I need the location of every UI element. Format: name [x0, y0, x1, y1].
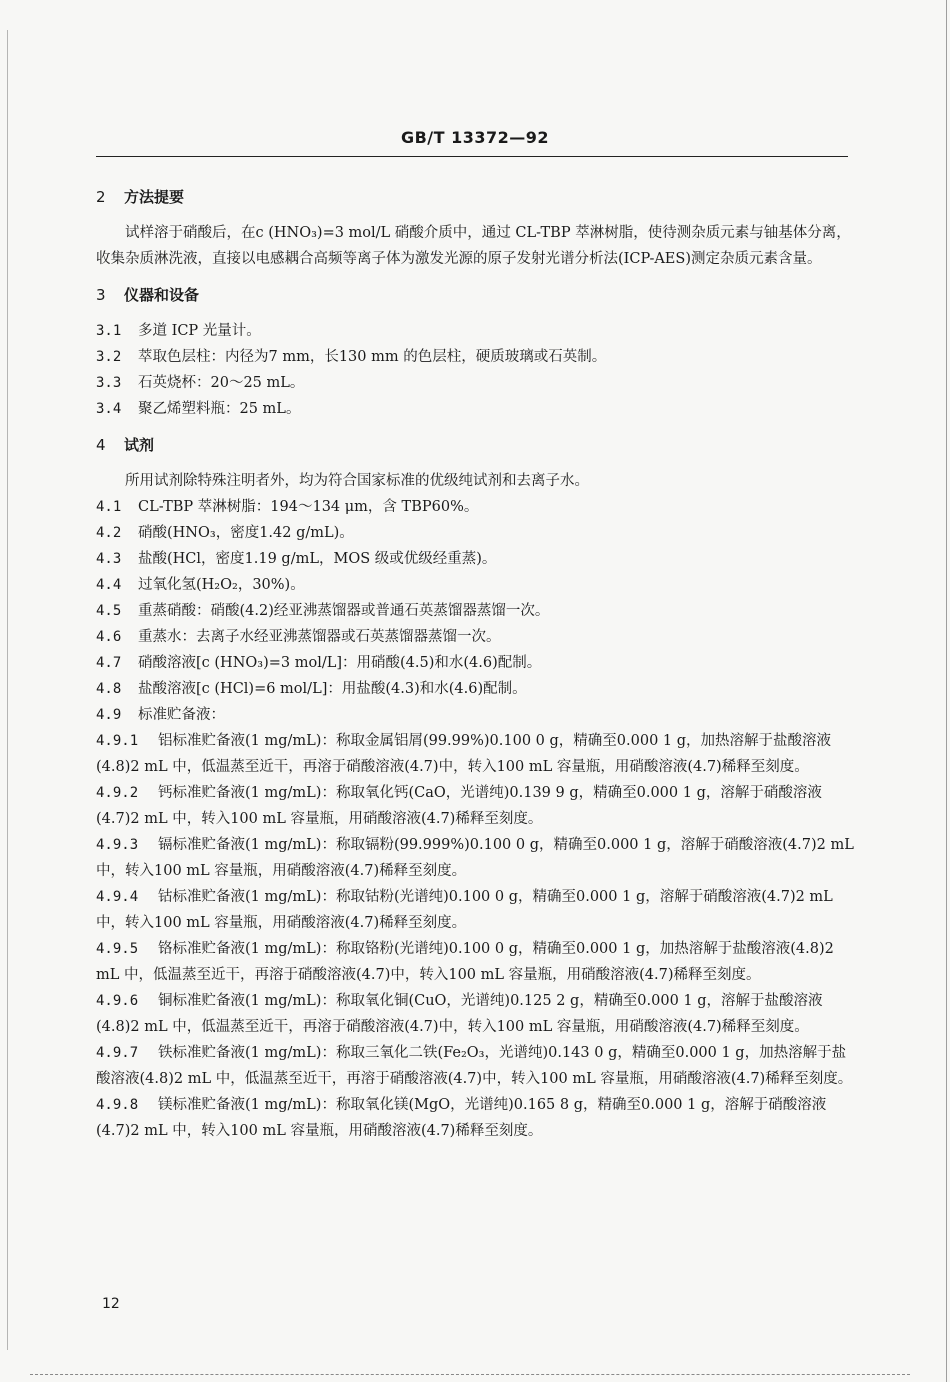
list-item: [96, 624, 858, 650]
item-number: 3.1: [96, 323, 122, 339]
section-4-heading: [96, 428, 858, 462]
item-text: 石英烧杯：20～25 mL。: [138, 375, 305, 391]
section-number: 4: [96, 436, 106, 454]
item-number: 4.9.8: [96, 1097, 139, 1113]
item-number: 4.3: [96, 551, 122, 567]
item-text: 铝标准贮备液(1 mg/mL)：称取金属铝屑(99.99%)0.100 0 g，精确至0.000 1 g，加热溶解于盐酸溶液(4.8)2 mL 中，低温蒸至近干，再溶于硝酸溶液(4.7)中，转入100 mL 容量瓶，用硝酸溶液(4.7)稀释至刻度。: [96, 733, 832, 775]
item-number: 4.4: [96, 577, 122, 593]
list-item: [96, 396, 858, 422]
item-number: 4.8: [96, 681, 122, 697]
list-item: [96, 936, 858, 988]
item-number: 4.1: [96, 499, 122, 515]
item-number: 4.5: [96, 603, 122, 619]
page-number: 12: [102, 1296, 120, 1312]
list-item: [96, 344, 858, 370]
item-text: 过氧化氢(H₂O₂，30%)。: [138, 577, 305, 593]
item-number: 4.9.4: [96, 889, 139, 905]
scan-edge-left: [7, 30, 8, 1350]
item-number: 3.2: [96, 349, 122, 365]
item-text: 铁标准贮备液(1 mg/mL)：称取三氧化二铁(Fe₂O₃，光谱纯)0.143 0 g，精确至0.000 1 g，加热溶解于盐酸溶液(4.8)2 mL 中，低温蒸至近干，再溶于硝酸溶液(4.7)中，转入100 mL 容量瓶，用硝酸溶液(4.7)稀释至刻度。: [96, 1045, 853, 1087]
list-item: [96, 546, 858, 572]
section-2-paragraph: 试样溶于硝酸后，在c (HNO₃)=3 mol/L 硝酸介质中，通过 CL-TBP 萃淋树脂，使待测杂质元素与铀基体分离，收集杂质淋洗液，直接以电感耦合高频等离子体为激发光源的原子发射光谱分析法(ICP-AES)测定杂质元素含量。: [96, 225, 851, 267]
list-item: [96, 702, 858, 728]
list-item: [96, 494, 858, 520]
item-number: 4.2: [96, 525, 122, 541]
list-item: [96, 832, 858, 884]
list-item: [96, 520, 858, 546]
item-text: 盐酸(HCl，密度1.19 g/mL，MOS 级或优级经重蒸)。: [138, 551, 497, 567]
list-item: [96, 780, 858, 832]
section-3-heading: [96, 278, 858, 312]
item-number: 4.7: [96, 655, 122, 671]
item-text: 萃取色层柱：内径为7 mm，长130 mm 的色层柱，硬质玻璃或石英制。: [138, 349, 607, 365]
list-item: [96, 1092, 858, 1144]
item-text: 镁标准贮备液(1 mg/mL)：称取氧化镁(MgO，光谱纯)0.165 8 g，精确至0.000 1 g，溶解于硝酸溶液(4.7)2 mL 中，转入100 mL 容量瓶，用硝酸溶液(4.7)稀释至刻度。: [96, 1097, 827, 1139]
standard-header: GB/T 13372—92: [400, 128, 550, 147]
section-number: 2: [96, 188, 106, 206]
list-item: [96, 988, 858, 1040]
scan-edge-right: [946, 0, 947, 1382]
item-text: 标准贮备液：: [138, 707, 225, 723]
item-text: 聚乙烯塑料瓶：25 mL。: [138, 401, 301, 417]
list-item: [96, 1040, 858, 1092]
item-text: 铬标准贮备液(1 mg/mL)：称取铬粉(光谱纯)0.100 0 g，精确至0.000 1 g，加热溶解于盐酸溶液(4.8)2 mL 中，低温蒸至近干，再溶于硝酸溶液(4.7)中，转入100 mL 容量瓶，用硝酸溶液(4.7)稀释至刻度。: [96, 941, 834, 983]
item-text: 钴标准贮备液(1 mg/mL)：称取钴粉(光谱纯)0.100 0 g，精确至0.000 1 g，溶解于硝酸溶液(4.7)2 mL 中，转入100 mL 容量瓶，用硝酸溶液(4.7)稀释至刻度。: [96, 889, 833, 931]
item-text: 铜标准贮备液(1 mg/mL)：称取氧化铜(CuO，光谱纯)0.125 2 g，精确至0.000 1 g，溶解于盐酸溶液(4.8)2 mL 中，低温蒸至近干，再溶于硝酸溶液(4.7)中，转入100 mL 容量瓶，用硝酸溶液(4.7)稀释至刻度。: [96, 993, 823, 1035]
item-number: 3.3: [96, 375, 122, 391]
item-text: 盐酸溶液[c (HCl)=6 mol/L]：用盐酸(4.3)和水(4.6)配制。: [138, 681, 527, 697]
section-title: 仪器和设备: [124, 286, 200, 304]
list-item: [96, 598, 858, 624]
item-number: 4.9.5: [96, 941, 139, 957]
item-text: 硝酸(HNO₃，密度1.42 g/mL)。: [138, 525, 354, 541]
list-item: [96, 650, 858, 676]
item-text: 重蒸硝酸：硝酸(4.2)经亚沸蒸馏器或普通石英蒸馏器蒸馏一次。: [138, 603, 550, 619]
section-number: 3: [96, 286, 106, 304]
list-item: [96, 728, 858, 780]
section-4-list: [96, 494, 858, 1144]
item-number: 4.9.6: [96, 993, 139, 1009]
item-text: 硝酸溶液[c (HNO₃)=3 mol/L]：用硝酸(4.5)和水(4.6)配制。: [138, 655, 542, 671]
list-item: [96, 318, 858, 344]
header-rule: [96, 156, 848, 157]
item-number: 3.4: [96, 401, 122, 417]
list-item: [96, 676, 858, 702]
item-number: 4.9.2: [96, 785, 139, 801]
item-number: 4.9: [96, 707, 122, 723]
item-text: 重蒸水：去离子水经亚沸蒸馏器或石英蒸馏器蒸馏一次。: [138, 629, 501, 645]
list-item: [96, 572, 858, 598]
item-number: 4.9.1: [96, 733, 139, 749]
section-title: 试剂: [124, 436, 155, 454]
item-number: 4.9.7: [96, 1045, 139, 1061]
list-item: [96, 884, 858, 936]
item-text: 多道 ICP 光量计。: [138, 323, 261, 339]
item-number: 4.9.3: [96, 837, 139, 853]
section-2-heading: [96, 180, 858, 214]
list-item: [96, 370, 858, 396]
section-4-intro: 所用试剂除特殊注明者外，均为符合国家标准的优级纯试剂和去离子水。: [125, 473, 589, 489]
document-body: [96, 180, 858, 1144]
item-text: CL-TBP 萃淋树脂：194～134 μm，含 TBP60%。: [138, 499, 479, 515]
item-text: 镉标准贮备液(1 mg/mL)：称取镉粉(99.999%)0.100 0 g，精确至0.000 1 g，溶解于硝酸溶液(4.7)2 mL 中，转入100 mL 容量瓶，用硝酸溶液(4.7)稀释至刻度。: [96, 837, 854, 879]
scan-edge-bottom: [30, 1374, 910, 1376]
item-number: 4.6: [96, 629, 122, 645]
section-title: 方法提要: [124, 188, 185, 206]
section-3-list: [96, 318, 858, 422]
item-text: 钙标准贮备液(1 mg/mL)：称取氧化钙(CaO，光谱纯)0.139 9 g，精确至0.000 1 g，溶解于硝酸溶液(4.7)2 mL 中，转入100 mL 容量瓶，用硝酸溶液(4.7)稀释至刻度。: [96, 785, 822, 827]
